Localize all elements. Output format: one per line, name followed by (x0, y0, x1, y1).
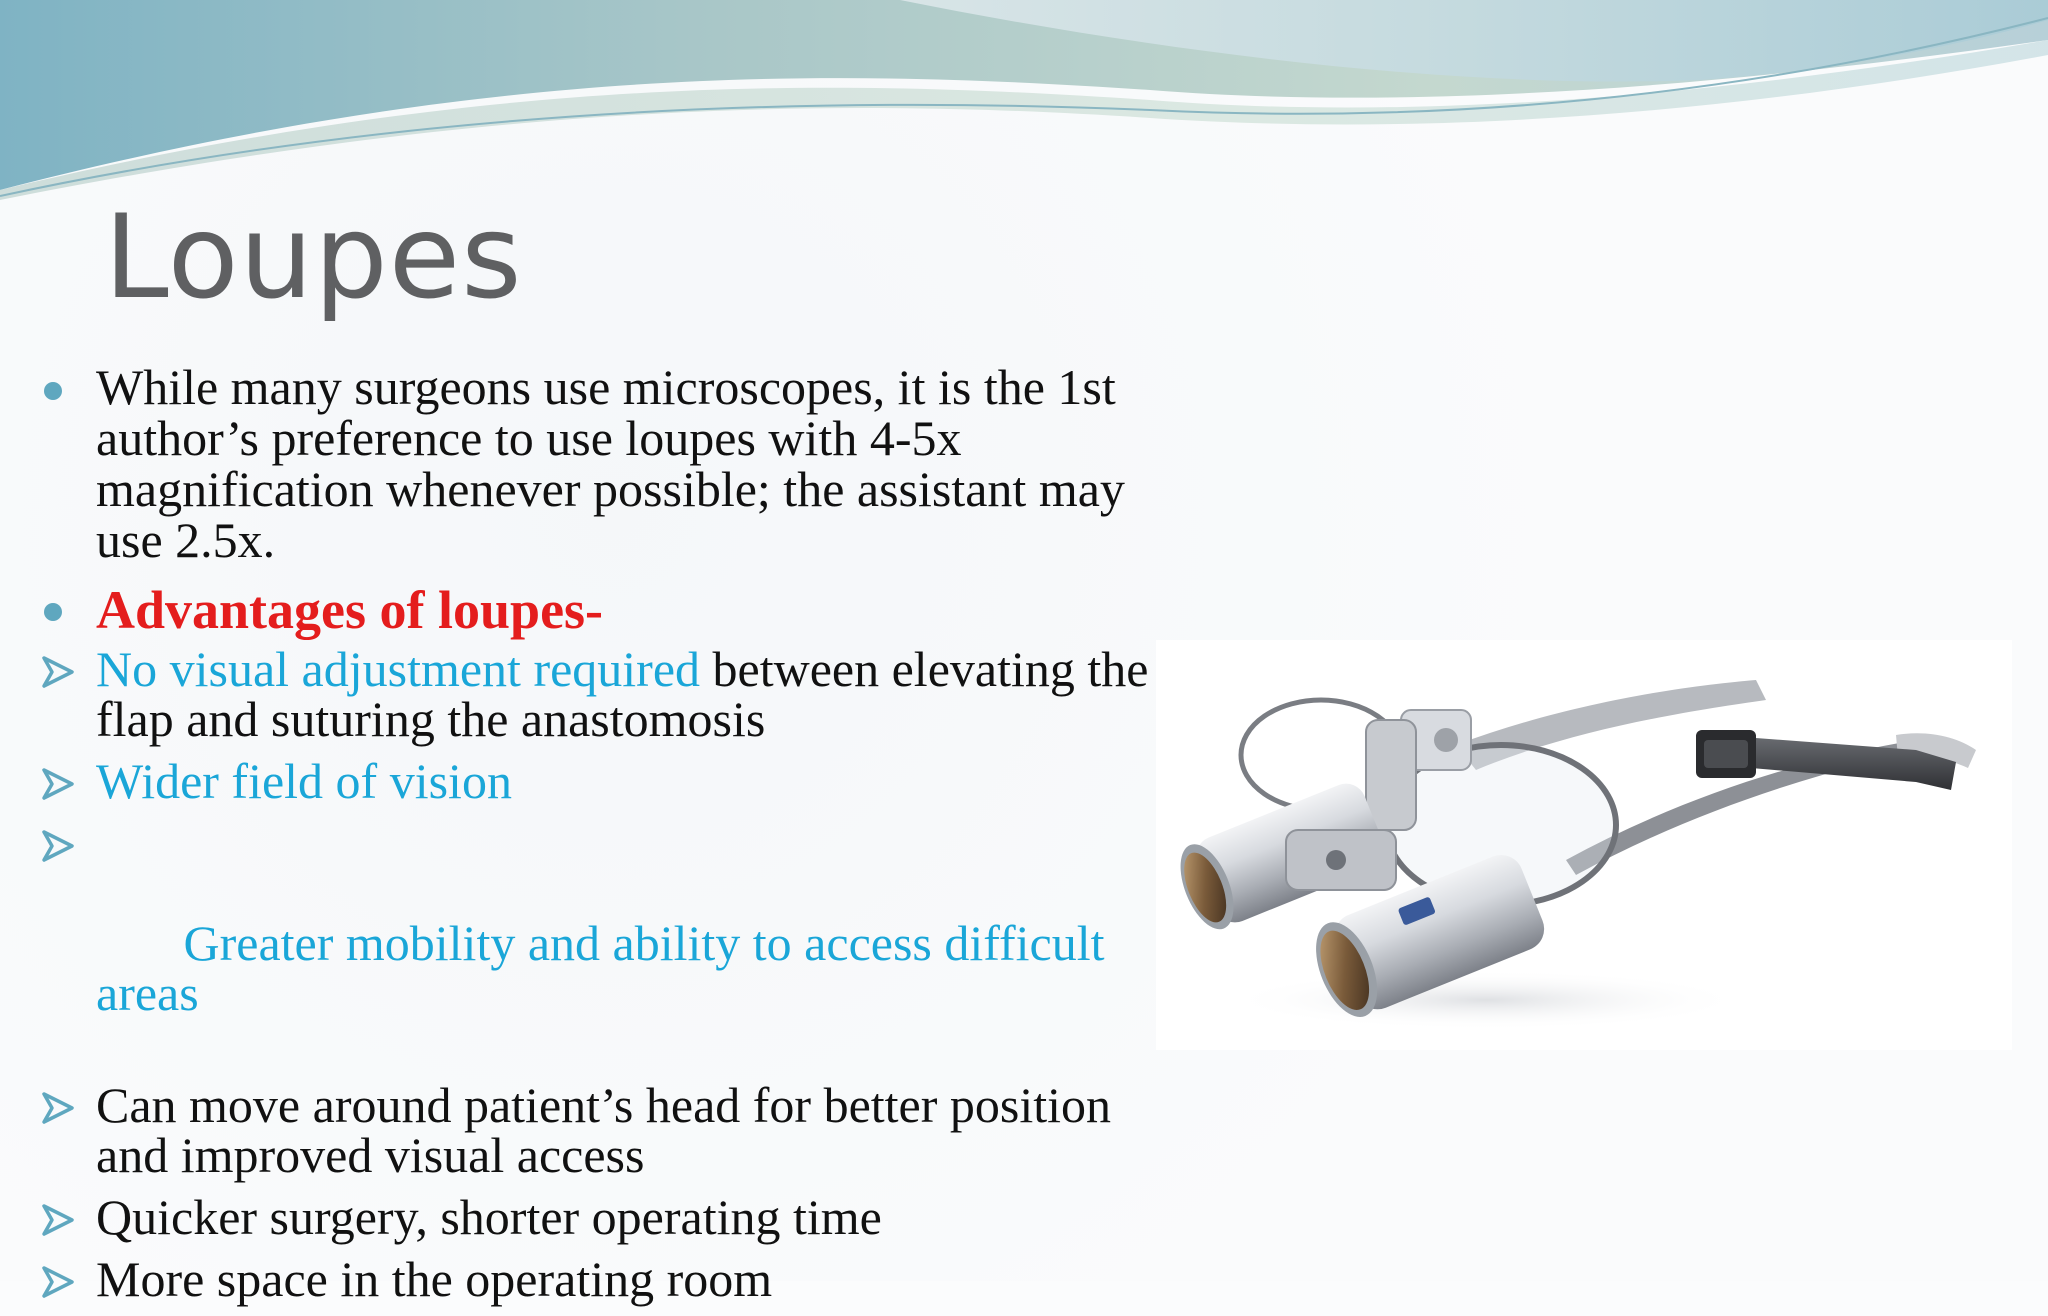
circle-bullet-icon (44, 603, 62, 621)
advantage-item (36, 1189, 1176, 1245)
advantage-item (36, 641, 1176, 747)
bullet-item-advantages-heading (36, 580, 1176, 640)
arrow-bullet-icon (40, 826, 76, 866)
advantage-item (36, 1077, 1176, 1183)
advantage-highlight: Wider field of vision (96, 753, 512, 809)
circle-bullet-icon (44, 382, 62, 400)
advantage-highlight: Greater mobility and ability to access difficult areas (96, 915, 1118, 1021)
advantage-text: between elevating the flap and suturing the anastomosis (96, 641, 1149, 747)
surgical-loupes-image (1156, 640, 2012, 1050)
slide-title: Loupes (104, 190, 523, 325)
loupes-illustration (1156, 640, 2012, 1050)
arrow-bullet-icon (40, 1200, 76, 1240)
bullet-text: While many surgeons use microscopes, it is the 1st author’s preference to use loupes with 4-5x magnification whenever possible; the assistant may use 2.5x. (96, 359, 1125, 568)
bullet-item-intro (36, 359, 1176, 568)
bullet-list (36, 359, 1176, 1316)
advantage-item (36, 818, 1176, 1068)
advantages-heading: Advantages of loupes- (96, 580, 604, 640)
advantage-highlight: No visual adjustment required (96, 641, 701, 697)
advantage-item (36, 753, 1176, 809)
arrow-bullet-icon (40, 1262, 76, 1302)
arrow-bullet-icon (40, 764, 76, 804)
advantage-text: Can move around patient’s head for better position and improved visual access (96, 1077, 1112, 1183)
arrow-bullet-icon (40, 652, 76, 692)
header-wave-decoration (0, 0, 2048, 210)
advantage-item (36, 1251, 1176, 1307)
advantage-text: Quicker surgery, shorter operating time (96, 1189, 882, 1245)
arrow-bullet-icon (40, 1088, 76, 1128)
advantage-text: More space in the operating room (96, 1251, 773, 1307)
